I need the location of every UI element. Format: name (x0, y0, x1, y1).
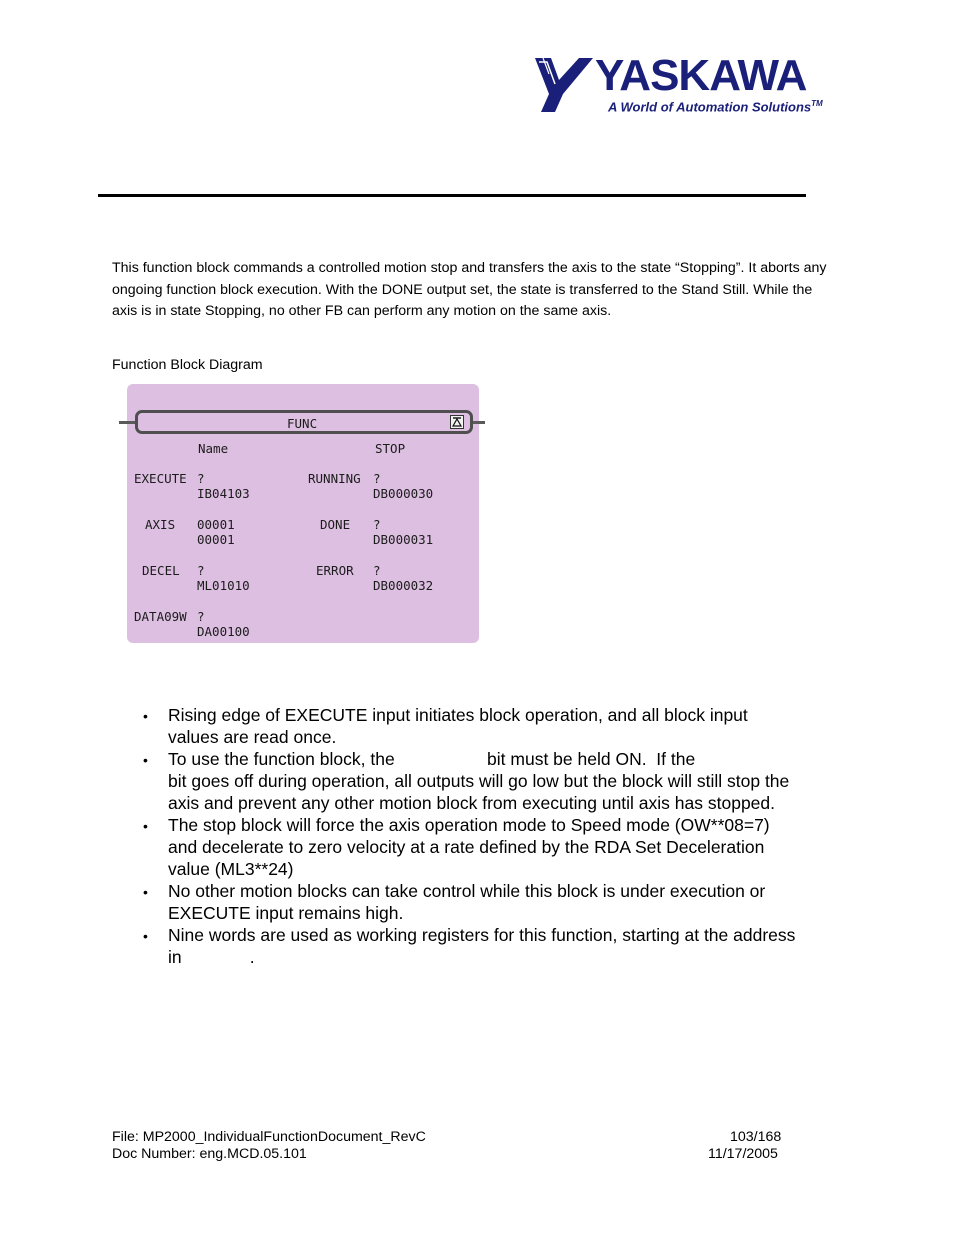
bullet-item: Rising edge of EXECUTE input initiates block operation, and all block input values are read once. (168, 705, 748, 747)
fb-output-label: DONE (320, 517, 351, 532)
fb-input-value[interactable]: ? (197, 563, 205, 578)
fb-output-value[interactable]: ? (373, 471, 381, 486)
fb-input-address[interactable]: IB04103 (197, 486, 250, 501)
collapse-icon[interactable] (450, 415, 464, 429)
fb-input-value[interactable]: 00001 (197, 517, 235, 532)
fb-input-value[interactable]: ? (197, 471, 205, 486)
fb-header-label: FUNC (287, 416, 318, 431)
fb-input-label: DATA09W (134, 609, 187, 624)
intro-paragraph: This function block commands a controlled motion stop and transfers the axis to the state “Stopping”. It aborts any ongoing function block execution. With the DONE output set, the state is transferred to the Stand Still. While the axis is in state Stopping, no other FB can perform any motion on the same axis. (112, 260, 827, 319)
bullet-item: The stop block will force the axis operation mode to Speed mode (OW**08=7) and decelerate to zero velocity at a rate defined by the RDA Set Deceleration value (ML3**24) (168, 815, 770, 879)
fb-name-label: Name (198, 441, 229, 456)
logo-wordmark: YASKAWA (595, 51, 807, 100)
fb-output-label: ERROR (316, 563, 354, 578)
bullet-dot: • (143, 752, 148, 768)
bullet-dot: • (143, 708, 148, 724)
logo-tagline: A World of Automation Solutions™ (608, 99, 823, 115)
fb-name-value: STOP (375, 441, 406, 456)
header-rule (98, 194, 806, 197)
footer-doc-number: Doc Number: eng.MCD.05.101 (112, 1146, 307, 1162)
fb-input-value[interactable]: ? (197, 609, 205, 624)
fb-output-wire (471, 421, 485, 424)
fb-input-label: AXIS (145, 517, 176, 532)
fb-output-value[interactable]: ? (373, 517, 381, 532)
fb-input-address[interactable]: DA00100 (197, 624, 250, 639)
fb-output-value[interactable]: ? (373, 563, 381, 578)
fb-header-bar[interactable] (135, 410, 473, 434)
yaskawa-logo (533, 52, 833, 122)
bullet-item: To use the function block, the bit must be held ON. If the bit goes off during operation, all outputs will go low but the block will still stop the axis and prevent any other motion block from executing until axis has stopped. (168, 749, 790, 813)
bullet-dot: • (143, 818, 148, 834)
bullet-item: Nine words are used as working registers for this function, starting at the address in . (168, 925, 796, 967)
fb-input-label: EXECUTE (134, 471, 187, 486)
fb-output-address[interactable]: DB000031 (373, 532, 434, 547)
fb-output-address[interactable]: DB000032 (373, 578, 434, 593)
bullet-dot: • (143, 884, 148, 900)
footer-page-number: 103/168 (730, 1129, 782, 1145)
yaskawa-logo-mark (533, 54, 595, 114)
footer-date: 11/17/2005 (708, 1146, 778, 1162)
footer-file: File: MP2000_IndividualFunctionDocument_RevC (112, 1129, 426, 1145)
fb-input-address[interactable]: ML01010 (197, 578, 250, 593)
bullet-dot: • (143, 928, 148, 944)
fb-input-label: DECEL (142, 563, 180, 578)
fb-output-label: RUNNING (308, 471, 361, 486)
bullet-item: No other motion blocks can take control while this block is under execution or EXECUTE input remains high. (168, 881, 766, 923)
fb-output-address[interactable]: DB000030 (373, 486, 434, 501)
fb-input-address[interactable]: 00001 (197, 532, 235, 547)
fbd-caption: Function Block Diagram (112, 357, 263, 373)
